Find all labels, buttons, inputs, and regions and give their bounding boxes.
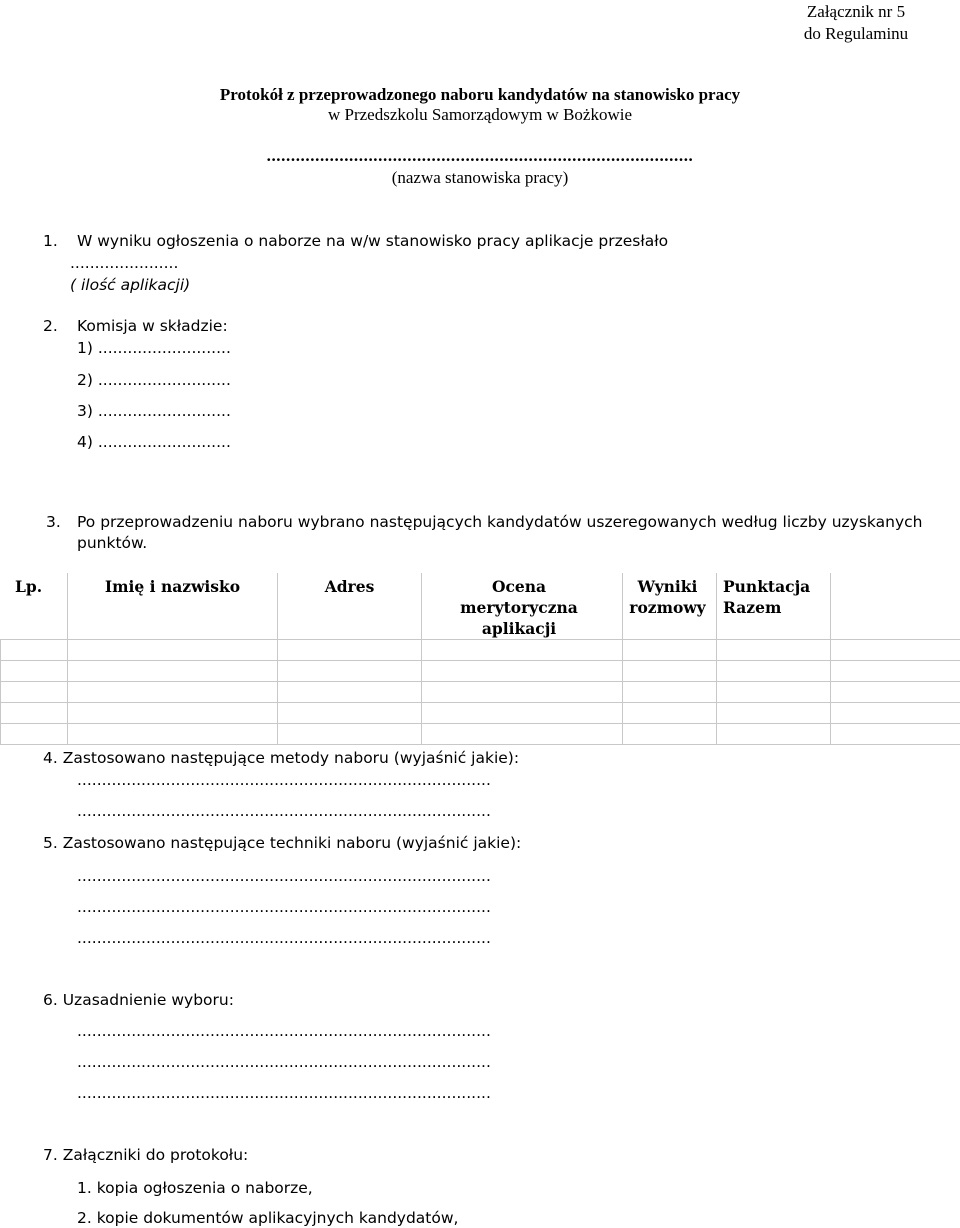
position-caption: (nazwa stanowiska pracy): [391, 168, 569, 187]
section-2-number: 2.: [43, 317, 58, 335]
table-cell[interactable]: [831, 724, 960, 745]
document-subtitle: w Przedszkolu Samorządowym w Bożkowie: [327, 105, 633, 124]
section-1-dots: ......................: [70, 254, 179, 272]
annex-line-1: Załącznik nr 5: [806, 2, 906, 21]
table-cell[interactable]: [68, 640, 278, 661]
table-cell[interactable]: [623, 640, 717, 661]
header-cell-lp: Lp.: [1, 574, 68, 640]
table-row: [1, 640, 960, 661]
table-cell[interactable]: [1, 703, 68, 724]
section-4-line-2: ....................................................................................: [77, 802, 491, 820]
section-5-line-2: ....................................................................................: [77, 898, 491, 916]
table-cell[interactable]: [68, 703, 278, 724]
table-cell[interactable]: [422, 682, 623, 703]
section-3-text-line-2: punktów.: [77, 534, 148, 552]
section-5-line-1: ....................................................................................: [77, 867, 491, 885]
annex-label: [756, 2, 956, 44]
table-cell[interactable]: [422, 661, 623, 682]
table-cell[interactable]: [278, 703, 422, 724]
section-5-line-3: ....................................................................................: [77, 929, 491, 947]
table-cell[interactable]: [717, 640, 831, 661]
table-cell[interactable]: [422, 724, 623, 745]
table-cell[interactable]: [422, 703, 623, 724]
table-cell[interactable]: [831, 703, 960, 724]
section-2-text: Komisja w składzie:: [77, 317, 228, 335]
table-cell[interactable]: [68, 724, 278, 745]
table-cell[interactable]: [717, 724, 831, 745]
table-cell[interactable]: [278, 640, 422, 661]
table-cell[interactable]: [1, 724, 68, 745]
section-4-text: 4. Zastosowano następujące metody naboru (wyjaśnić jakie):: [43, 749, 520, 767]
table-cell[interactable]: [1, 682, 68, 703]
table-row: [1, 661, 960, 682]
table-cell[interactable]: [68, 661, 278, 682]
document-title: Protokół z przeprowadzonego naboru kandydatów na stanowisko pracy: [219, 85, 741, 104]
table-row: [1, 724, 960, 745]
table-cell[interactable]: [278, 682, 422, 703]
position-dots: ........................................................................................: [266, 146, 694, 165]
section-6-line-3: ....................................................................................: [77, 1084, 491, 1102]
section-6-text: 6. Uzasadnienie wyboru:: [43, 991, 234, 1009]
table-header-row: [1, 574, 960, 640]
table-cell[interactable]: [422, 640, 623, 661]
table-cell[interactable]: [623, 682, 717, 703]
header-cell-interview-results: Wyniki rozmowy: [623, 574, 717, 640]
candidates-table: [0, 573, 960, 745]
committee-member-4: 4) ...........................: [77, 433, 231, 451]
committee-member-2: 2) ...........................: [77, 371, 231, 389]
attachment-item-1: 1. kopia ogłoszenia o naborze,: [77, 1179, 313, 1197]
table-cell[interactable]: [717, 682, 831, 703]
table-cell[interactable]: [623, 724, 717, 745]
annex-line-2: do Regulaminu: [803, 24, 909, 43]
section-1-number: 1.: [43, 232, 58, 250]
table-cell[interactable]: [831, 640, 960, 661]
header-cell-total-points: Punktacja Razem: [717, 574, 831, 640]
section-1-caption: ( ilość aplikacji): [70, 276, 191, 294]
table-cell[interactable]: [278, 661, 422, 682]
header-cell-name: Imię i nazwisko: [68, 574, 278, 640]
section-4-line-1: ....................................................................................: [77, 771, 491, 789]
table-cell[interactable]: [831, 661, 960, 682]
table-cell[interactable]: [68, 682, 278, 703]
table-cell[interactable]: [1, 661, 68, 682]
attachment-item-2: 2. kopie dokumentów aplikacyjnych kandydatów,: [77, 1209, 459, 1227]
header-cell-merit-score: Ocena merytoryczna aplikacji: [422, 574, 623, 640]
table-cell[interactable]: [717, 661, 831, 682]
section-1-text: W wyniku ogłoszenia o naborze na w/w stanowisko pracy aplikacje przesłało: [77, 232, 669, 250]
section-6-line-1: ....................................................................................: [77, 1022, 491, 1040]
table-cell[interactable]: [623, 703, 717, 724]
section-7-text: 7. Załączniki do protokołu:: [43, 1146, 249, 1164]
section-6-line-2: ....................................................................................: [77, 1053, 491, 1071]
header-cell-address: Adres: [278, 574, 422, 640]
table-cell[interactable]: [623, 661, 717, 682]
header-cell-empty: [831, 574, 960, 640]
committee-member-3: 3) ...........................: [77, 402, 231, 420]
table-row: [1, 682, 960, 703]
table-cell[interactable]: [1, 640, 68, 661]
table-cell[interactable]: [831, 682, 960, 703]
table-cell[interactable]: [278, 724, 422, 745]
table-row: [1, 703, 960, 724]
table-cell[interactable]: [717, 703, 831, 724]
committee-member-1: 1) ...........................: [77, 339, 231, 357]
section-3-number: 3.: [46, 513, 61, 531]
section-3-text-line-1: Po przeprowadzeniu naboru wybrano następujących kandydatów uszeregowanych według liczby uzyskanych: [77, 513, 923, 531]
section-5-text: 5. Zastosowano następujące techniki naboru (wyjaśnić jakie):: [43, 834, 522, 852]
